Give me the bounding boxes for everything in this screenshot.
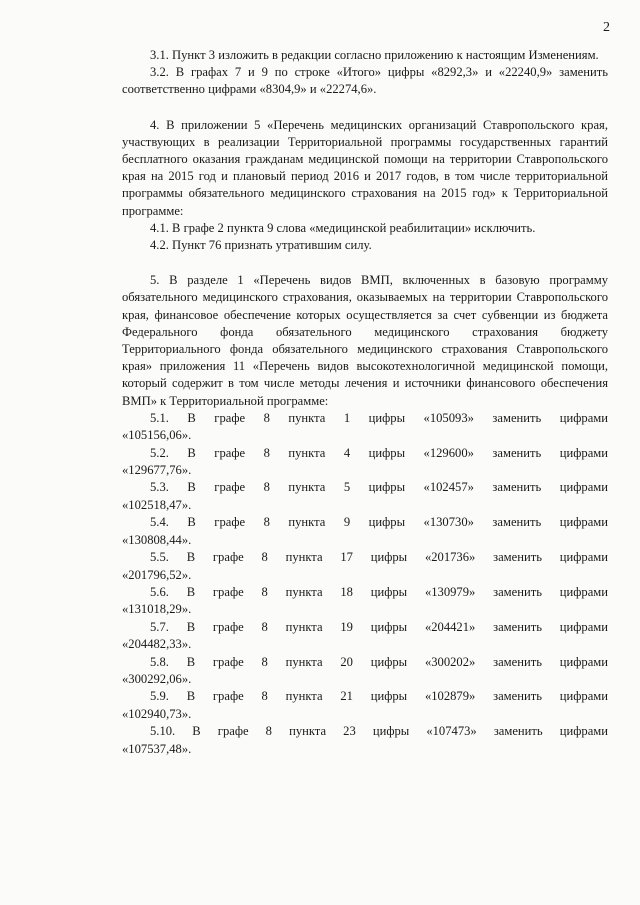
list-item: 5.8. В графе 8 пункта 20 цифры «300202» заменить цифрами «300292,06». [122,654,608,686]
list-item: 5.4. В графе 8 пункта 9 цифры «130730» заменить цифрами «130808,44». [122,515,608,547]
list-item: 5.7. В графе 8 пункта 19 цифры «204421» заменить цифрами «204482,33». [122,619,608,652]
paragraph-5: 5. В разделе 1 «Перечень видов ВМП, включенных в базовую программу обязательного медицинского страхования, оказываемых на территории Ставропольского края, финансовое обеспечение которых осуществляется за счет субвенции из бюджета Федерального фонда обязательного медицинского страхования бюджету Территориального фонда обязательного медицинского страхования Ставропольского края» приложения 11 «Перечень видов высокотехнологичной медицинской помощи, который содержит в том числе методы лечения и источники финансового обеспечения ВМП» к Территориальной программе: [122,273,608,408]
document-body [122,47,608,758]
paragraph-4: 4. В приложении 5 «Перечень медицинских организаций Ставропольского края, участвующих в реализации Территориальной программы государственных гарантий бесплатного оказания гражданам медицинской помощи на территории Ставропольского края на 2015 год и плановый период 2016 и 2017 годов, в том числе территориальной программы обязательного медицинского страхования на 2015 год» к Территориальной программе: [122,117,608,218]
paragraph-4-2: 4.2. Пункт 76 признать утратившим силу. [150,238,372,253]
list-item: 5.5. В графе 8 пункта 17 цифры «201736» заменить цифрами «201796,52». [122,550,608,582]
list-item: 5.9. В графе 8 пункта 21 цифры «102879» заменить цифрами «102940,73». [122,689,608,721]
list-item: 5.10. В графе 8 пункта 23 цифры «107473» заменить цифрами «107537,48». [122,724,608,756]
list-item: 5.2. В графе 8 пункта 4 цифры «129600» заменить цифрами «129677,76». [122,445,608,478]
list-item: 5.3. В графе 8 пункта 5 цифры «102457» заменить цифрами «102518,47». [122,480,608,512]
list-item: 5.6. В графе 8 пункта 18 цифры «130979» заменить цифрами «131018,29». [122,584,608,617]
paragraph-3-2: 3.2. В графах 7 и 9 по строке «Итого» цифры «8292,3» и «22240,9» заменить соответственно цифрами «8304,9» и «22274,6». [122,65,608,97]
list-item: 5.1. В графе 8 пункта 1 цифры «105093» заменить цифрами «105156,06». [122,410,608,443]
paragraph-4-1: 4.1. В графе 2 пункта 9 слова «медицинской реабилитации» исключить. [150,220,536,235]
page-number: 2 [603,20,610,35]
paragraph-3-1: 3.1. Пункт 3 изложить в редакции согласно приложению к настоящим Изменениям. [150,48,599,62]
